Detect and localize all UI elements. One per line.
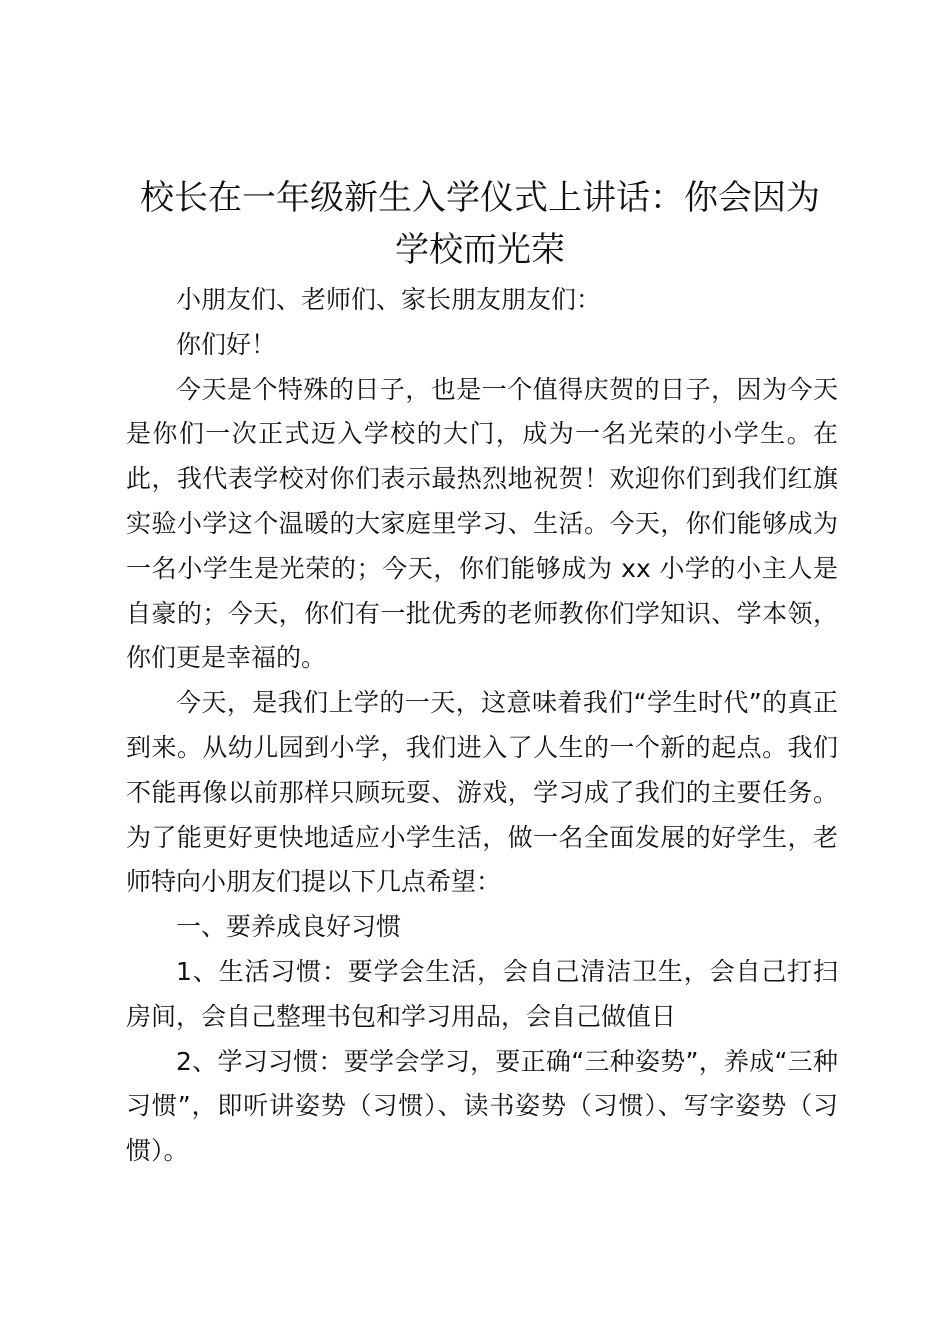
document-title <box>110 172 850 276</box>
list-item: 2、学习习惯：要学会学习，要正确“三种姿势”，养成“三种习惯”，即听讲姿势（习惯）、读书姿势（习惯）、写字姿势（习惯）。 <box>126 1046 838 1166</box>
section-heading: 一、要养成良好习惯 <box>176 912 402 942</box>
title-line-1: 校长在一年级新生入学仪式上讲话：你会因为 <box>140 178 820 218</box>
body-paragraph: 今天，是我们上学的一天，这意味着我们“学生时代”的真正到来。从幼儿园到小学，我们进入了人生的一个新的起点。我们不能再像以前那样只顾玩耍、游戏，学习成了我们的主要任务。为了能更好更快地适应小学生活，做一名全面发展的好学生，老师特向小朋友们提以下几点希望： <box>126 688 838 897</box>
title-line-2: 学校而光荣 <box>395 230 565 270</box>
body-paragraph: 今天是个特殊的日子，也是一个值得庆贺的日子，因为今天是你们一次正式迈入学校的大门，成为一名光荣的小学生。在此，我代表学校对你们表示最热烈地祝贺！欢迎你们到我们红旗实验小学这个温暖的大家庭里学习、生活。今天，你们能够成为一名小学生是光荣的；今天，你们能够成为 xx 小学的小主人是自豪的；今天，你们有一批优秀的老师教你们学知识、学本领，你们更是幸福的。 <box>126 374 838 673</box>
salutation-paragraph: 小朋友们、老师们、家长朋友朋友们： <box>176 285 602 314</box>
greeting-paragraph: 你们好！ <box>176 329 277 359</box>
document-body <box>126 278 838 1174</box>
list-item: 1、生活习惯：要学会生活，会自己清洁卫生，会自己打扫房间，会自己整理书包和学习用品，会自己做值日 <box>126 956 838 1031</box>
